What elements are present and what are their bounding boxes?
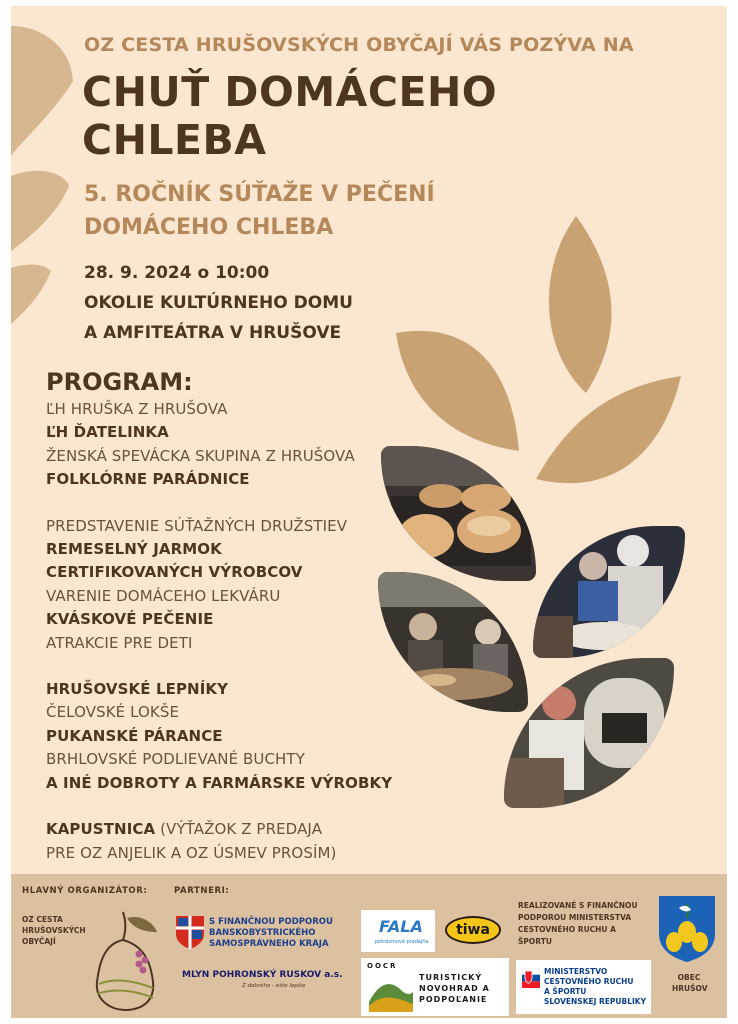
oocr-text-line: PODPOĽANIE (419, 995, 488, 1004)
obec-text-line: OBEC (677, 973, 701, 982)
program-item-bold: KAPUSTNICA (46, 820, 156, 839)
title-line-2: CHLEBA (82, 116, 267, 164)
slovak-flag-icon (522, 968, 540, 988)
fala-logo-text: FALA (379, 917, 423, 936)
ministry-note-line: REALIZOVANÉ S FINANČNOU (518, 901, 638, 910)
ministry-text-line: MINISTERSTVO (544, 967, 608, 976)
fala-logo (361, 910, 435, 952)
program-item: VARENIE DOMÁCEHO LEKVÁRU (46, 586, 281, 605)
tiwa-logo-text: tiwa (456, 922, 490, 938)
footer-sponsors (11, 874, 727, 1018)
title-line-1: CHUŤ DOMÁCEHO (82, 68, 498, 116)
program-item: ĽH ĎATELINKA (46, 423, 169, 442)
program-item: PUKANSKÉ PÁRANCE (46, 726, 223, 745)
organizer-name-line: OZ CESTA (22, 915, 63, 924)
bbsk-text-line: SAMOSPRÁVNEHO KRAJA (209, 939, 329, 949)
program-item: PRE OZ ANJELIK A OZ ÚSMEV PROSÍM) (46, 843, 337, 862)
mlyn-logo (182, 970, 354, 990)
bbsk-text (209, 917, 333, 950)
program-item: PREDSTAVENIE SÚŤAŽNÝCH DRUŽSTIEV (46, 516, 348, 535)
event-date-time: 28. 9. 2024 o 10:00 (84, 263, 270, 283)
program-item (46, 818, 406, 841)
program-item: ATRAKCIE PRE DETI (46, 633, 193, 652)
program-item: REMESELNÝ JARMOK (46, 540, 222, 559)
ministry-note-line: CESTOVNÉHO RUCHU A (518, 925, 616, 934)
program-item: KVÁSKOVÉ PEČENIE (46, 610, 214, 629)
oocr-text-line: NOVOHRAD A (419, 984, 490, 993)
program-item: CERTIFIKOVANÝCH VÝROBCOV (46, 563, 303, 582)
ministry-note-line: ŠPORTU (518, 937, 552, 946)
ministry-logo (516, 960, 651, 1014)
mlyn-logo-slogan: Z dobrého - ešte lepšie (242, 983, 306, 989)
program-section (46, 368, 406, 865)
ministry-text-line: CESTOVNÉHO RUCHU (544, 977, 634, 986)
program-item: FOLKLÓRNE PARÁDNICE (46, 470, 250, 489)
organizer-name (22, 914, 86, 947)
ministry-note (518, 900, 638, 948)
tiwa-logo (445, 916, 501, 944)
ministry-note-line: PODPOROU MINISTERSTVA (518, 913, 632, 922)
ministry-text-line: A ŠPORTU (544, 987, 587, 996)
oocr-text (419, 972, 490, 1005)
organizer-label: HLAVNÝ ORGANIZÁTOR: (22, 886, 148, 896)
partners-label: PARTNERI: (174, 886, 230, 896)
program-item: ŽENSKÁ SPEVÁCKA SKUPINA Z HRUŠOVA (46, 446, 355, 465)
bbsk-text-line: BANSKOBYSTRICKÉHO (209, 928, 316, 938)
subtitle-line-1: 5. ROČNÍK SÚŤAŽE V PEČENÍ (84, 182, 435, 207)
ministry-text-line: SLOVENSKEJ REPUBLIKY (544, 997, 647, 1006)
oocr-logo (361, 958, 509, 1016)
mlyn-logo-text: MLYN POHRONSKÝ RUSKOV a.s. (182, 970, 343, 980)
ministry-text (544, 967, 646, 1007)
event-details (84, 258, 353, 348)
bbsk-text-line: S FINANČNOU PODPOROU (209, 917, 333, 927)
organizer-name-line: OBYČAJÍ (22, 937, 56, 946)
program-item-rest: (VÝŤAŽOK Z PREDAJA (155, 820, 323, 839)
event-place-line-1: OKOLIE KULTÚRNEHO DOMU (84, 293, 353, 313)
subtitle (84, 178, 435, 244)
poster (11, 6, 727, 1018)
wheat-leaf-decoration (11, 6, 81, 346)
bbsk-coat-of-arms-icon (174, 914, 206, 950)
program-item: BRHLOVSKÉ PODLIEVANÉ BUCHTY (46, 750, 305, 769)
oocr-label: OOCR (367, 962, 398, 970)
program-item: HRUŠOVSKÉ LEPNÍKY (46, 680, 229, 699)
invitation-line: OZ CESTA HRUŠOVSKÝCH OBYČAJÍ VÁS POZÝVA NA (84, 34, 634, 56)
hrusov-coat-of-arms-icon (657, 894, 717, 964)
obec-text-line: HRUŠOV (672, 984, 708, 993)
program-item: ČELOVSKÉ LOKŠE (46, 703, 180, 722)
subtitle-line-2: DOMÁCEHO CHLEBA (84, 215, 334, 240)
oocr-text-line: TURISTICKÝ (419, 973, 483, 982)
event-place-line-2: A AMFITEÁTRA V HRUŠOVE (84, 323, 342, 343)
oocr-landscape-icon (367, 972, 413, 1012)
program-item: ĽH HRUŠKA Z HRUŠOVA (46, 400, 228, 418)
page-title (82, 68, 497, 164)
program-item: A INÉ DOBROTY A FARMÁRSKE VÝROBKY (46, 773, 393, 792)
pear-logo-icon (83, 904, 165, 1014)
program-heading: PROGRAM: (46, 368, 193, 396)
fala-logo-slogan: potravinová predajňa (375, 939, 429, 945)
organizer-name-line: HRUŠOVSKÝCH (22, 926, 86, 935)
obec-text (672, 972, 706, 994)
